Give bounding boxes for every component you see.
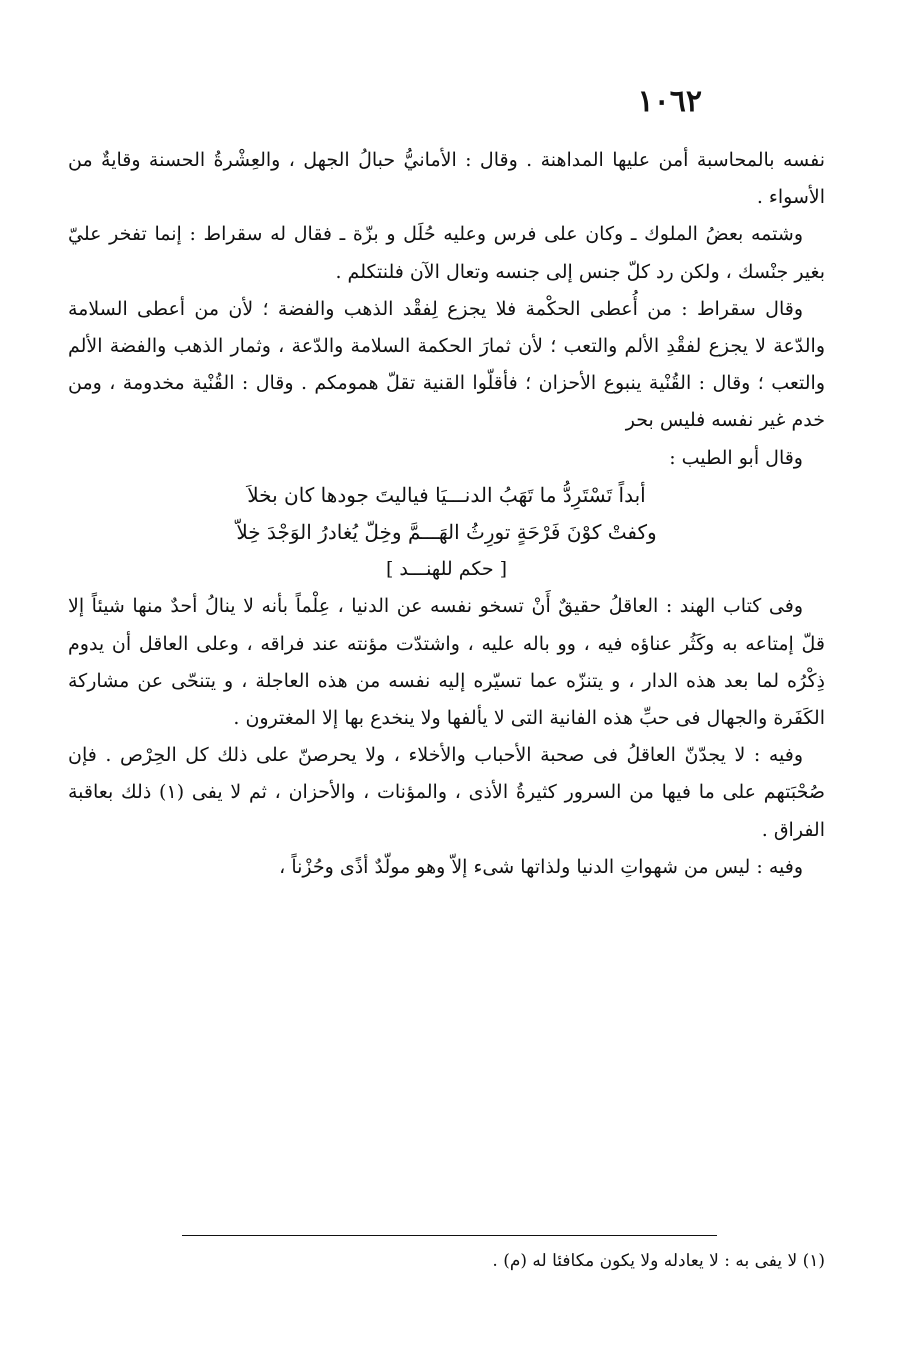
paragraph: وفيه : ليس من شهواتِ الدنيا ولذاتها شىء إلاّ وهو مولّدٌ أذًى وحُزْناً ، [279, 855, 803, 878]
body-text [68, 142, 825, 886]
footnote: (١) لا يفى به : لا يعادله ولا يكون مكافئا له (م) . [492, 1251, 825, 1271]
paragraph: نفسه بالمحاسبة أمن عليها المداهنة . وقال : الأمانيُّ حبالُ الجهل ، والعِشْرةُ الحسنة وقايةٌ من الأسواء . [68, 149, 825, 209]
paragraph: وقال سقراط : من أُعطى الحكْمة فلا يجزع لِفقْد الذهب والفضة ؛ لأن من أعطى السلامة والدّعة لا يجزع لفقْدِ الألم والتعب ؛ لأن ثمارَ الحكمة السلامة والدّعة ، وثمار الذهب والفضة الألم والتعب ؛ وقال : القُنْية ينبوع الأحزان ؛ فأقلّوا القنية تقلّ همومكم . وقال : القُنْية مخدومة ، ومن خدم غير نفسه فليس بحر [68, 297, 825, 432]
footnote-divider [182, 1235, 717, 1236]
poem-verse: وكفتْ كوْنَ فَرْحَةٍ تورِثُ الهَـــمَّ وخِلّ يُغادرُ الوَجْدَ خِلاّ [236, 520, 657, 545]
poem-verse: أبداً تَسْتَرِدُّ ما تَهَبُ الدنـــيَا فياليتَ جودها كان بخلاَ [247, 482, 646, 507]
page-number: ١٠٦٢ [637, 84, 702, 119]
poem-intro: وقال أبو الطيب : [669, 446, 803, 469]
paragraph: وفى كتاب الهند : العاقلُ حقيقٌ أَنْ تسخو نفسه عن الدنيا ، عِلْماً بأنه لا ينالُ أحدٌ منها شيئاً إلا قلّ إمتاعه به وكَثُر عناؤه فيه ، وو باله عليه ، واشتدّت مؤنته عند فراقه ، وعلى العاقل أن يدوم ذِكْرُه لما بعد هذه الدار ، و يتنزّه عما تسيّره إليه نفسه من هذه العاجلة ، و يتنحّى عن مشاركة الكَفَرة والجهال فى حبِّ هذه الفانية التى لا يألفها ولا ينخدع بها إلا المغترون . [68, 595, 825, 730]
paragraph: وفيه : لا يجدّنّ العاقلُ فى صحبة الأحباب والأخلاء ، ولا يحرصنّ على ذلك كل الحِرْص . فإن صُحْبَتهم على ما فيها من السرور كثيرةُ الأذى ، والمؤنات ، والأحزان ، ثم لا يفى (١) ذلك بعاقبة الفراق . [68, 744, 826, 841]
section-title: [ حكم للهنـــد ] [385, 558, 508, 581]
paragraph: وشتمه بعضُ الملوك ـ وكان على فرس وعليه حُلَل و بزّة ـ فقال له سقراط : إنما تفخر عليّ بغير جنْسك ، ولكن رد كلّ جنس إلى جنسه وتعال الآن فلنتكلم . [68, 223, 825, 283]
